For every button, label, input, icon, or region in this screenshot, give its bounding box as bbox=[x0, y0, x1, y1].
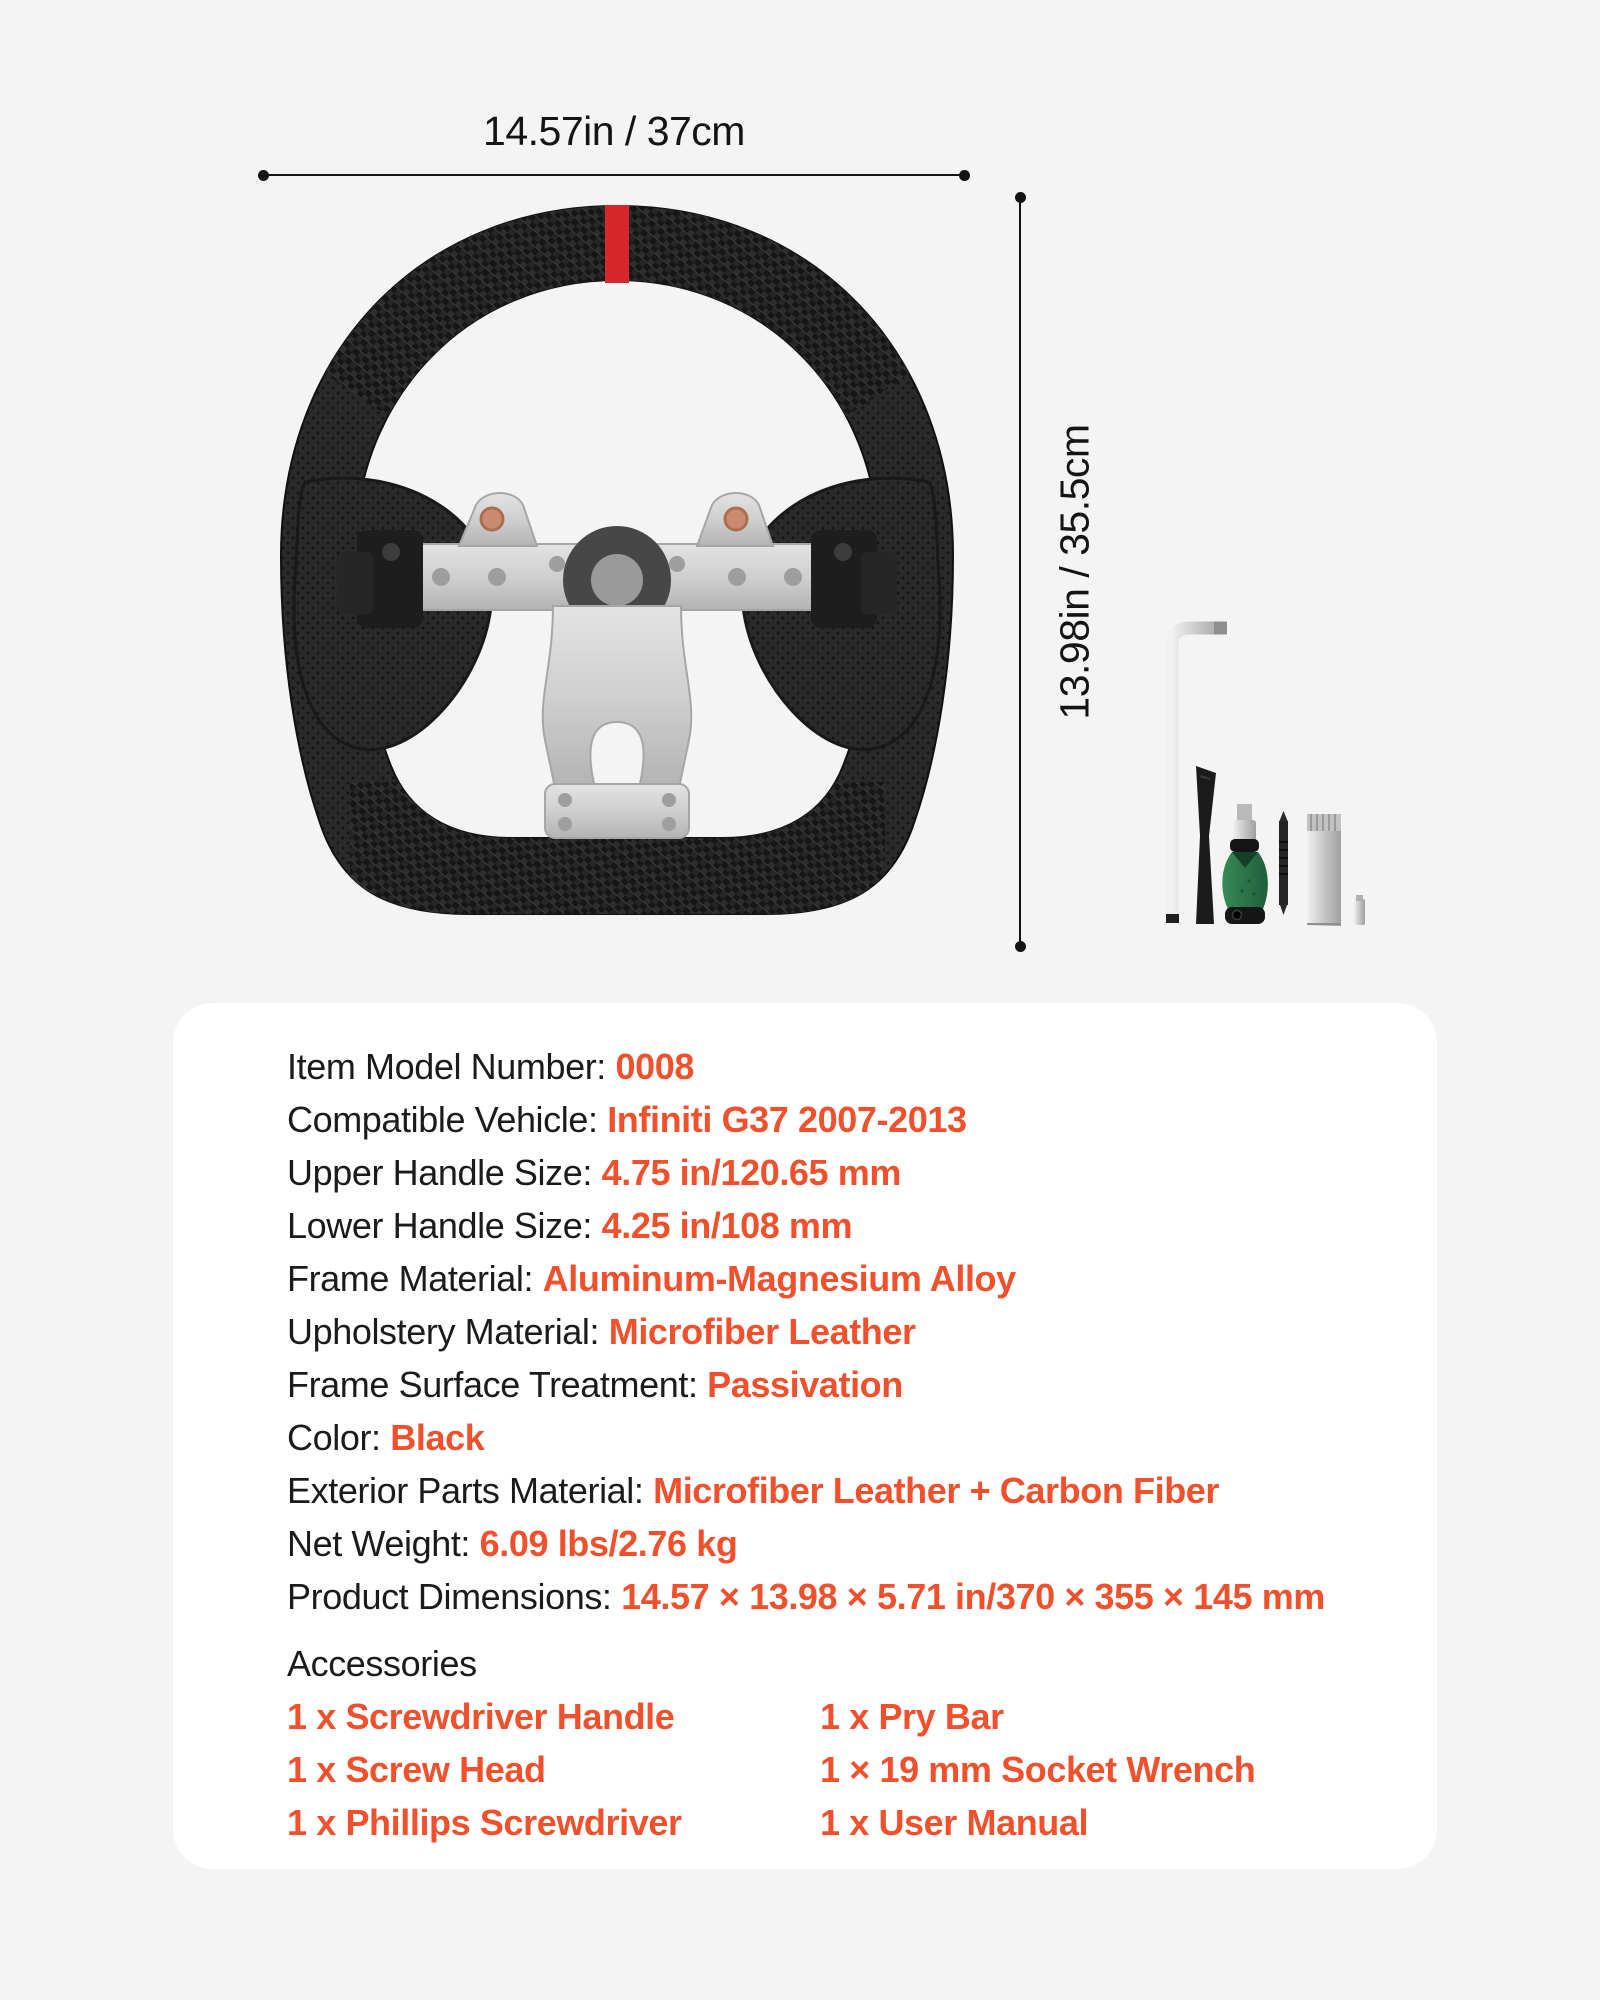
spec-value: Microfiber Leather bbox=[608, 1311, 916, 1352]
spec-row bbox=[287, 1093, 1397, 1146]
accessory-item: 1 x User Manual bbox=[820, 1802, 1089, 1843]
spec-row bbox=[287, 1411, 1397, 1464]
accessory-item: 1 x Screwdriver Handle bbox=[287, 1696, 675, 1737]
spec-row bbox=[287, 1146, 1397, 1199]
height-dimension-line bbox=[1019, 196, 1021, 948]
spec-value: Passivation bbox=[707, 1364, 903, 1405]
spec-value: 4.25 in/108 mm bbox=[601, 1205, 853, 1246]
spec-value: Infiniti G37 2007-2013 bbox=[607, 1099, 967, 1140]
screw-head-bit-icon bbox=[1279, 811, 1288, 915]
spec-label: Compatible Vehicle: bbox=[287, 1099, 598, 1140]
spec-value: Microfiber Leather + Carbon Fiber bbox=[653, 1470, 1220, 1511]
spec-label: Upholstery Material: bbox=[287, 1311, 600, 1352]
width-dimension-line bbox=[262, 174, 966, 176]
screwdriver-handle-icon bbox=[1222, 804, 1268, 924]
spec-value: Aluminum-Magnesium Alloy bbox=[542, 1258, 1016, 1299]
spec-list bbox=[287, 1040, 1397, 1623]
spec-label: Color: bbox=[287, 1417, 381, 1458]
spec-row bbox=[287, 1040, 1397, 1093]
accessories-column-1 bbox=[287, 1690, 820, 1849]
included-tools-image bbox=[1150, 606, 1375, 941]
steering-wheel-image bbox=[245, 200, 990, 925]
accessory-item: 1 x Pry Bar bbox=[820, 1696, 1004, 1737]
spec-row bbox=[287, 1305, 1397, 1358]
spec-row bbox=[287, 1464, 1397, 1517]
spec-label: Frame Material: bbox=[287, 1258, 534, 1299]
spec-label: Net Weight: bbox=[287, 1523, 471, 1564]
accessories-column-2 bbox=[820, 1690, 1397, 1849]
spec-label: Upper Handle Size: bbox=[287, 1152, 592, 1193]
accessory-item: 1 × 19 mm Socket Wrench bbox=[820, 1749, 1256, 1790]
accessories-grid bbox=[287, 1690, 1397, 1849]
spec-row bbox=[287, 1570, 1397, 1623]
spec-label: Frame Surface Treatment: bbox=[287, 1364, 698, 1405]
dimension-endpoint-dot bbox=[1015, 941, 1026, 952]
spec-value: 0008 bbox=[615, 1046, 695, 1087]
spec-value: Black bbox=[390, 1417, 485, 1458]
dimension-endpoint-dot bbox=[959, 170, 970, 181]
spec-label: Item Model Number: bbox=[287, 1046, 606, 1087]
accessory-item: 1 x Phillips Screwdriver bbox=[287, 1802, 682, 1843]
spec-row bbox=[287, 1199, 1397, 1252]
spec-row bbox=[287, 1517, 1397, 1570]
spec-value: 14.57 × 13.98 × 5.71 in/370 × 355 × 145 mm bbox=[621, 1576, 1325, 1617]
spec-label: Exterior Parts Material: bbox=[287, 1470, 644, 1511]
spec-value: 6.09 lbs/2.76 kg bbox=[479, 1523, 738, 1564]
accessory-item: 1 x Screw Head bbox=[287, 1749, 546, 1790]
driver-bit-icon bbox=[1354, 895, 1365, 925]
width-dimension-label: 14.57in / 37cm bbox=[483, 108, 745, 154]
dimension-endpoint-dot bbox=[1015, 192, 1026, 203]
pry-bar-icon bbox=[1196, 766, 1216, 924]
spec-label: Product Dimensions: bbox=[287, 1576, 612, 1617]
socket-wrench-icon bbox=[1307, 814, 1341, 926]
accessories-title: Accessories bbox=[287, 1643, 477, 1684]
spec-value: 4.75 in/120.65 mm bbox=[601, 1152, 901, 1193]
spec-row bbox=[287, 1358, 1397, 1411]
height-dimension-label: 13.98in / 35.5cm bbox=[1051, 424, 1098, 720]
dimension-endpoint-dot bbox=[258, 170, 269, 181]
spec-label: Lower Handle Size: bbox=[287, 1205, 592, 1246]
spec-row bbox=[287, 1252, 1397, 1305]
spec-card bbox=[173, 1003, 1437, 1869]
